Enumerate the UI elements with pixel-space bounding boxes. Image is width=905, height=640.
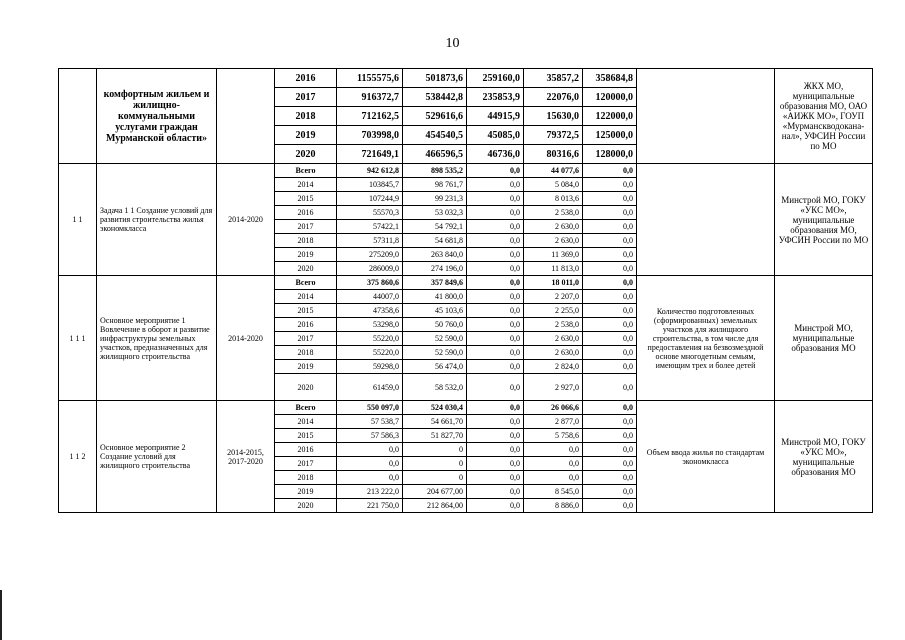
local-budget-value: 11 813,0 (524, 262, 583, 276)
local-budget-value: 2 207,0 (524, 290, 583, 304)
total-value: 286009,0 (337, 262, 403, 276)
year-cell: Всего (275, 276, 337, 290)
extra-budget-value: 0,0 (583, 332, 637, 346)
federal-budget-value: 0,0 (467, 374, 524, 401)
extra-budget-value: 0,0 (583, 346, 637, 360)
local-budget-value: 8 545,0 (524, 485, 583, 499)
total-value: 55570,3 (337, 206, 403, 220)
federal-budget-value: 45085,0 (467, 126, 524, 145)
federal-budget-value: 235853,9 (467, 88, 524, 107)
federal-budget-value: 0,0 (467, 318, 524, 332)
year-cell: 2019 (275, 248, 337, 262)
local-budget-value: 26 066,6 (524, 401, 583, 415)
table-row (59, 69, 873, 88)
program-table (58, 68, 873, 513)
extra-budget-value: 0,0 (583, 499, 637, 513)
extra-budget-value: 0,0 (583, 234, 637, 248)
period: 2014-2020 (217, 164, 275, 276)
local-budget-value: 2 824,0 (524, 360, 583, 374)
federal-budget-value: 0,0 (467, 276, 524, 290)
federal-budget-value: 0,0 (467, 206, 524, 220)
measure-name: Основное мероприятие 1 Вовлечение в оборот и развитие инфраструктуры земельных участков, предназначенных для жилищного строительства (97, 276, 217, 401)
regional-budget-value: 524 030,4 (403, 401, 467, 415)
period: 2014-2020 (217, 276, 275, 401)
total-value: 103845,7 (337, 178, 403, 192)
row-number: 1 1 (59, 164, 97, 276)
federal-budget-value: 0,0 (467, 248, 524, 262)
year-cell: 2016 (275, 69, 337, 88)
regional-budget-value: 466596,5 (403, 145, 467, 164)
federal-budget-value: 0,0 (467, 304, 524, 318)
indicator: Объем ввода жилья по стандартам экономкласса (637, 401, 775, 513)
extra-budget-value: 0,0 (583, 415, 637, 429)
federal-budget-value: 0,0 (467, 499, 524, 513)
year-cell: 2020 (275, 374, 337, 401)
regional-budget-value: 357 849,6 (403, 276, 467, 290)
local-budget-value: 2 877,0 (524, 415, 583, 429)
period (217, 69, 275, 164)
measure-name: Основное мероприятие 2 Создание условий для жилищного строительства (97, 401, 217, 513)
total-value: 0,0 (337, 471, 403, 485)
local-budget-value: 79372,5 (524, 126, 583, 145)
extra-budget-value: 128000,0 (583, 145, 637, 164)
year-cell: 2014 (275, 415, 337, 429)
total-value: 0,0 (337, 457, 403, 471)
total-value: 44007,0 (337, 290, 403, 304)
regional-budget-value: 53 032,3 (403, 206, 467, 220)
local-budget-value: 8 886,0 (524, 499, 583, 513)
regional-budget-value: 501873,6 (403, 69, 467, 88)
regional-budget-value: 204 677,00 (403, 485, 467, 499)
total-value: 53298,0 (337, 318, 403, 332)
local-budget-value: 80316,6 (524, 145, 583, 164)
federal-budget-value: 0,0 (467, 471, 524, 485)
extra-budget-value: 0,0 (583, 220, 637, 234)
federal-budget-value: 0,0 (467, 164, 524, 178)
year-cell: 2016 (275, 318, 337, 332)
indicator: Количество подготовленных (сформированных) земельных участков для жилищного строительства, в том числе для предоставления на безвозмездной основе многодетным семьям, имеющим трех и более детей (637, 276, 775, 401)
year-cell: 2020 (275, 262, 337, 276)
year-cell: 2018 (275, 234, 337, 248)
local-budget-value: 2 630,0 (524, 220, 583, 234)
local-budget-value: 8 013,6 (524, 192, 583, 206)
local-budget-value: 0,0 (524, 457, 583, 471)
regional-budget-value: 56 474,0 (403, 360, 467, 374)
extra-budget-value: 0,0 (583, 374, 637, 401)
federal-budget-value: 0,0 (467, 429, 524, 443)
federal-budget-value: 0,0 (467, 485, 524, 499)
total-value: 59298,0 (337, 360, 403, 374)
period: 2014-2015, 2017-2020 (217, 401, 275, 513)
executors: ЖКХ МО, муниципальные образования МО, ОАО «АИЖК МО», ГОУП «Мурманскводокана-нал», УФСИН России по МО (775, 69, 873, 164)
total-value: 61459,0 (337, 374, 403, 401)
extra-budget-value: 122000,0 (583, 107, 637, 126)
federal-budget-value: 0,0 (467, 220, 524, 234)
regional-budget-value: 99 231,3 (403, 192, 467, 206)
federal-budget-value: 0,0 (467, 332, 524, 346)
total-value: 57 586,3 (337, 429, 403, 443)
year-cell: 2014 (275, 290, 337, 304)
regional-budget-value: 51 827,70 (403, 429, 467, 443)
extra-budget-value: 0,0 (583, 206, 637, 220)
total-value: 107244,9 (337, 192, 403, 206)
extra-budget-value: 0,0 (583, 443, 637, 457)
regional-budget-value: 54 681,8 (403, 234, 467, 248)
year-cell: 2020 (275, 145, 337, 164)
federal-budget-value: 0,0 (467, 457, 524, 471)
extra-budget-value: 0,0 (583, 290, 637, 304)
year-cell: 2020 (275, 499, 337, 513)
total-value: 57 538,7 (337, 415, 403, 429)
year-cell: 2017 (275, 88, 337, 107)
local-budget-value: 2 630,0 (524, 346, 583, 360)
extra-budget-value: 0,0 (583, 429, 637, 443)
regional-budget-value: 50 760,0 (403, 318, 467, 332)
year-cell: 2018 (275, 107, 337, 126)
regional-budget-value: 0 (403, 471, 467, 485)
local-budget-value: 2 927,0 (524, 374, 583, 401)
year-cell: 2015 (275, 192, 337, 206)
regional-budget-value: 212 864,00 (403, 499, 467, 513)
federal-budget-value: 44915,9 (467, 107, 524, 126)
extra-budget-value: 0,0 (583, 276, 637, 290)
federal-budget-value: 0,0 (467, 290, 524, 304)
extra-budget-value: 0,0 (583, 192, 637, 206)
page-number: 10 (445, 36, 460, 51)
local-budget-value: 2 630,0 (524, 234, 583, 248)
extra-budget-value: 0,0 (583, 360, 637, 374)
total-value: 47358,6 (337, 304, 403, 318)
federal-budget-value: 0,0 (467, 262, 524, 276)
extra-budget-value: 0,0 (583, 178, 637, 192)
extra-budget-value: 358684,8 (583, 69, 637, 88)
federal-budget-value: 0,0 (467, 360, 524, 374)
scan-edge-mark (0, 590, 2, 640)
regional-budget-value: 274 196,0 (403, 262, 467, 276)
local-budget-value: 0,0 (524, 471, 583, 485)
extra-budget-value: 0,0 (583, 248, 637, 262)
total-value: 55220,0 (337, 346, 403, 360)
extra-budget-value: 0,0 (583, 401, 637, 415)
regional-budget-value: 538442,8 (403, 88, 467, 107)
federal-budget-value: 0,0 (467, 178, 524, 192)
local-budget-value: 18 011,0 (524, 276, 583, 290)
year-cell: 2016 (275, 443, 337, 457)
local-budget-value: 2 255,0 (524, 304, 583, 318)
regional-budget-value: 98 761,7 (403, 178, 467, 192)
local-budget-value: 15630,0 (524, 107, 583, 126)
regional-budget-value: 41 800,0 (403, 290, 467, 304)
total-value: 712162,5 (337, 107, 403, 126)
extra-budget-value: 120000,0 (583, 88, 637, 107)
local-budget-value: 2 538,0 (524, 206, 583, 220)
regional-budget-value: 454540,5 (403, 126, 467, 145)
measure-name: комфортным жильем и жилищно-коммунальными услугами граждан Мурманской области» (97, 69, 217, 164)
total-value: 375 860,6 (337, 276, 403, 290)
table-row (59, 401, 873, 415)
federal-budget-value: 0,0 (467, 192, 524, 206)
regional-budget-value: 898 535,2 (403, 164, 467, 178)
year-cell: 2017 (275, 457, 337, 471)
row-number: 1 1 2 (59, 401, 97, 513)
local-budget-value: 5 084,0 (524, 178, 583, 192)
federal-budget-value: 0,0 (467, 401, 524, 415)
extra-budget-value: 0,0 (583, 471, 637, 485)
total-value: 213 222,0 (337, 485, 403, 499)
local-budget-value: 35857,2 (524, 69, 583, 88)
local-budget-value: 2 630,0 (524, 332, 583, 346)
federal-budget-value: 0,0 (467, 346, 524, 360)
year-cell: 2019 (275, 360, 337, 374)
table-row (59, 164, 873, 178)
total-value: 916372,7 (337, 88, 403, 107)
regional-budget-value: 52 590,0 (403, 346, 467, 360)
executors: Минстрой МО, ГОКУ «УКС МО», муниципальные образования МО, УФСИН России по МО (775, 164, 873, 276)
regional-budget-value: 45 103,6 (403, 304, 467, 318)
indicator (637, 69, 775, 164)
federal-budget-value: 0,0 (467, 443, 524, 457)
year-cell: 2015 (275, 304, 337, 318)
total-value: 221 750,0 (337, 499, 403, 513)
federal-budget-value: 0,0 (467, 234, 524, 248)
local-budget-value: 22076,0 (524, 88, 583, 107)
total-value: 0,0 (337, 443, 403, 457)
table-body (59, 69, 873, 513)
federal-budget-value: 259160,0 (467, 69, 524, 88)
year-cell: Всего (275, 401, 337, 415)
year-cell: Всего (275, 164, 337, 178)
regional-budget-value: 0 (403, 457, 467, 471)
row-number: 1 1 1 (59, 276, 97, 401)
extra-budget-value: 125000,0 (583, 126, 637, 145)
regional-budget-value: 263 840,0 (403, 248, 467, 262)
row-number (59, 69, 97, 164)
regional-budget-value: 54 661,70 (403, 415, 467, 429)
year-cell: 2018 (275, 346, 337, 360)
total-value: 942 612,8 (337, 164, 403, 178)
total-value: 721649,1 (337, 145, 403, 164)
federal-budget-value: 0,0 (467, 415, 524, 429)
extra-budget-value: 0,0 (583, 457, 637, 471)
total-value: 703998,0 (337, 126, 403, 145)
year-cell: 2017 (275, 220, 337, 234)
year-cell: 2015 (275, 429, 337, 443)
measure-name: Задача 1 1 Создание условий для развития строительства жилья экономкласса (97, 164, 217, 276)
total-value: 55220,0 (337, 332, 403, 346)
local-budget-value: 11 369,0 (524, 248, 583, 262)
indicator (637, 164, 775, 276)
extra-budget-value: 0,0 (583, 485, 637, 499)
executors: Минстрой МО, муниципальные образования МО (775, 276, 873, 401)
local-budget-value: 0,0 (524, 443, 583, 457)
regional-budget-value: 529616,6 (403, 107, 467, 126)
year-cell: 2018 (275, 471, 337, 485)
total-value: 57422,1 (337, 220, 403, 234)
extra-budget-value: 0,0 (583, 318, 637, 332)
regional-budget-value: 54 792,1 (403, 220, 467, 234)
federal-budget-value: 46736,0 (467, 145, 524, 164)
regional-budget-value: 0 (403, 443, 467, 457)
executors: Минстрой МО, ГОКУ «УКС МО», муниципальные образования МО (775, 401, 873, 513)
total-value: 57311,8 (337, 234, 403, 248)
year-cell: 2016 (275, 206, 337, 220)
year-cell: 2019 (275, 126, 337, 145)
local-budget-value: 44 077,6 (524, 164, 583, 178)
extra-budget-value: 0,0 (583, 304, 637, 318)
extra-budget-value: 0,0 (583, 262, 637, 276)
year-cell: 2017 (275, 332, 337, 346)
year-cell: 2014 (275, 178, 337, 192)
total-value: 275209,0 (337, 248, 403, 262)
local-budget-value: 2 538,0 (524, 318, 583, 332)
total-value: 550 097,0 (337, 401, 403, 415)
total-value: 1155575,6 (337, 69, 403, 88)
table-row (59, 276, 873, 290)
regional-budget-value: 58 532,0 (403, 374, 467, 401)
regional-budget-value: 52 590,0 (403, 332, 467, 346)
extra-budget-value: 0,0 (583, 164, 637, 178)
year-cell: 2019 (275, 485, 337, 499)
local-budget-value: 5 758,6 (524, 429, 583, 443)
